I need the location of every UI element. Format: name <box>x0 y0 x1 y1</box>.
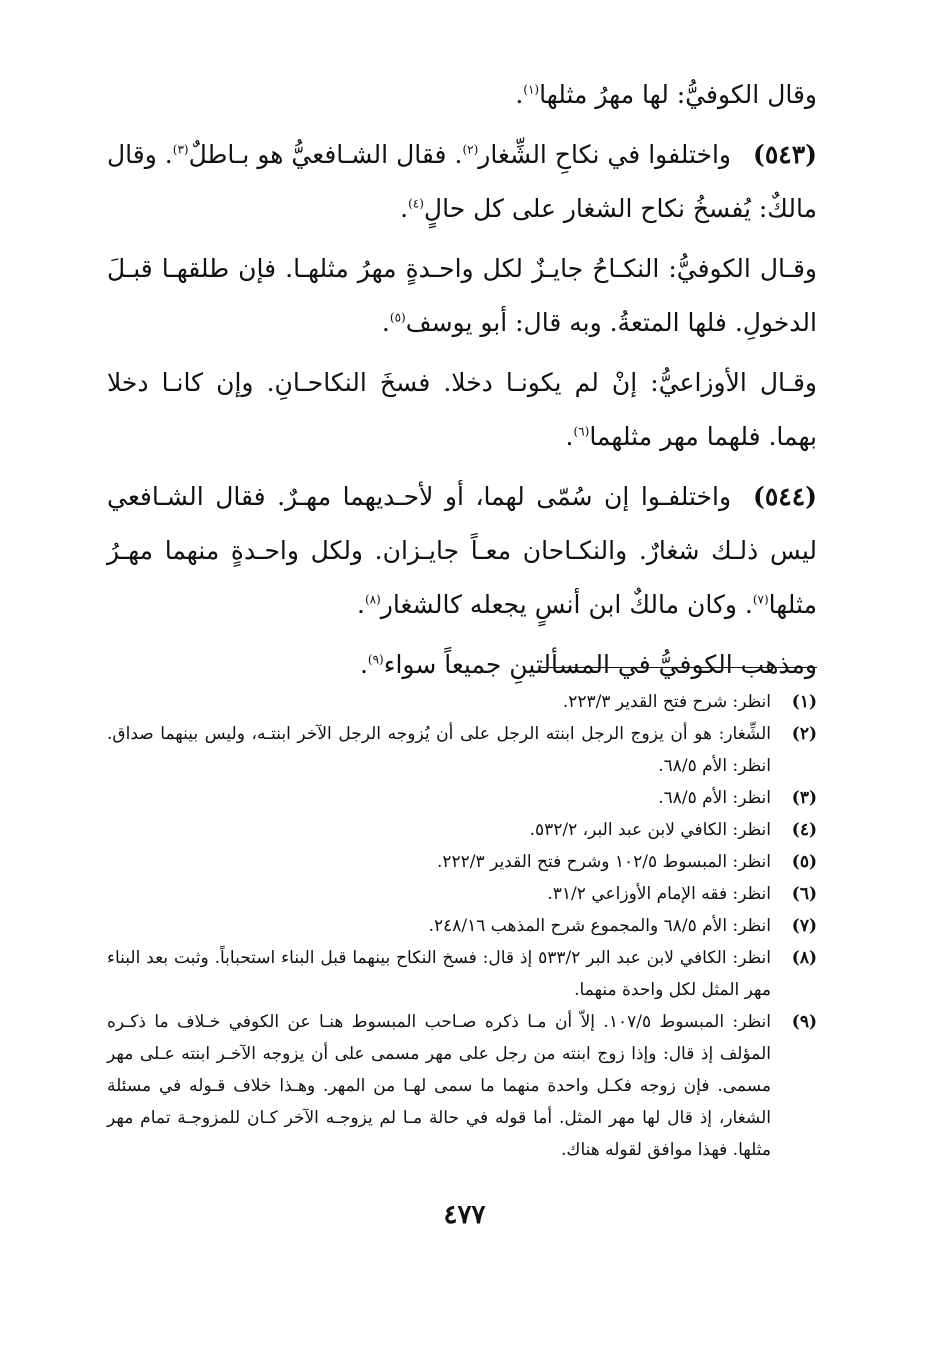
paragraph-end: . <box>515 80 524 109</box>
footnote-text: الشِّغار: هو أن يزوج الرجل ابنته الرجل على أن يُزوجه الرجل الآخر ابنتـه، وليس بينهما صداق. انظر: الأم ٦٨/٥. <box>107 724 771 776</box>
footnote-item <box>107 846 817 878</box>
issue-544-text-3: . <box>357 590 365 619</box>
footnote-number: (٨) <box>791 948 817 968</box>
footnote-item <box>107 878 817 910</box>
footnote-text: انظر: شرح فتح القدير ٢٢٣/٣. <box>562 692 771 712</box>
footnote-item <box>107 686 817 718</box>
paragraph-kufi-mutah <box>107 242 817 350</box>
paragraph-text: ومذهب الكوفيُّ في المسألتينِ جميعاً سواء <box>383 650 817 679</box>
footnote-separator <box>541 667 817 668</box>
main-text <box>107 68 817 692</box>
footnote-ref-5[interactable]: (٥) <box>389 310 406 325</box>
footnote-item <box>107 782 817 814</box>
footnote-ref-7[interactable]: (٧) <box>752 592 769 607</box>
footnote-text: انظر: المبسوط ١٠٧/٥. إلاّ أن مـا ذكره صـاحب المبسوط هنـا عن الكوفي خـلاف ما ذكـره المؤلف إذ قال: وإذا زوج ابنته من رجل على مهر مسمى على أن يزوجه الآخـر ابنته عـلى مهر مسمى. فإن زوجه فكـل واحدة منهما ما سمى لهـا من المهر. وهـذا خلاف قـوله في مسئلة الشغار، إذ قال لها مهر المثل. أما قوله في حالة مـا لم يزوجـه الآخر كـان للمزوجـة تمام مهر مثلها. فهذا موافق لقوله هناك. <box>107 1012 771 1160</box>
issue-544-text-2: . وكان مالكٌ ابن أنسٍ يجعله كالشغار <box>380 590 753 619</box>
footnote-text: انظر: المبسوط ١٠٢/٥ وشرح فتح القدير ٢٢٢/٣. <box>437 852 771 872</box>
paragraph-text: وقـال الأوزاعيُّ: إنْ لم يكونـا دخلا. فسخَ النكاحـانِ. وإن كانـا دخلا بهما. فلهما مهر مثلهما <box>107 368 817 451</box>
issue-number-544: (٥٤٤) <box>753 482 817 511</box>
footnote-item <box>107 814 817 846</box>
issue-543-text-1: واختلفوا في نكاحِ الشِّغار <box>478 140 732 169</box>
footnote-text: انظر: الأم ٦٨/٥ والمجموع شرح المذهب ٢٤٨/١٦. <box>428 916 771 936</box>
footnote-ref-6[interactable]: (٦) <box>573 424 590 439</box>
paragraph-end: . <box>381 308 390 337</box>
paragraph-text: وقـال الكوفيُّ: النكـاحُ جايـزٌ لكل واحـدةٍ مهرُ مثلهـا. فإن طلقهـا قبـلَ الدخولِ. فلها المتعةُ. وبه قال: أبو يوسف <box>107 254 817 337</box>
page-number: ٤٧٧ <box>443 1200 486 1230</box>
issue-543-text-3: . وقال مالكٌ: يُفسخُ نكاح الشغار على كل حالٍ <box>107 140 817 223</box>
issue-544-paragraph <box>107 470 817 632</box>
issue-543-paragraph <box>107 128 817 236</box>
footnote-number: (٣) <box>791 788 817 808</box>
footnote-number: (٦) <box>791 884 817 904</box>
footnote-ref-8[interactable]: (٨) <box>364 592 381 607</box>
footnote-text: انظر: فقه الإمام الأوزاعي ٣١/٢. <box>547 884 771 904</box>
paragraph-end: . <box>359 650 368 679</box>
footnote-ref-2[interactable]: (٢) <box>462 142 479 157</box>
footnote-number: (٢) <box>791 724 817 744</box>
footnote-text: انظر: الكافي لابن عبد البر، ٥٣٢/٢. <box>529 820 771 840</box>
footnote-number: (٤) <box>791 820 817 840</box>
issue-number-543: (٥٤٣) <box>753 140 817 169</box>
paragraph-kufi-opinion <box>107 68 817 122</box>
footnote-ref-9[interactable]: (٩) <box>367 652 384 667</box>
issue-543-text-2: . فقال الشـافعيُّ هو بـاطلٌ <box>188 140 463 169</box>
footnotes-list <box>107 686 817 1166</box>
footnote-ref-4[interactable]: (٤) <box>408 196 424 211</box>
footnote-item <box>107 1006 817 1166</box>
footnote-number: (٧) <box>791 916 817 936</box>
footnote-ref-3[interactable]: (٣) <box>172 142 189 157</box>
footnote-item <box>107 718 817 782</box>
paragraph-awzai <box>107 356 817 464</box>
footnote-text: انظر: الأم ٦٨/٥. <box>658 788 771 808</box>
footnote-ref-1[interactable]: (١) <box>523 82 540 97</box>
paragraph-text: وقال الكوفيُّ: لها مهرُ مثلها <box>539 80 817 109</box>
footnote-number: (٥) <box>791 852 817 872</box>
paragraph-end: . <box>565 422 574 451</box>
issue-544-text-1: واختلفـوا إن سُمّى لهما، أو لأحـديهما مهـرٌ. فقال الشـافعي ليس ذلـك شغارٌ. والنكـاحان معـاً جايـزان. ولكل واحـدةٍ منهما مهـرُ مثلها <box>107 482 817 619</box>
footnote-item <box>107 942 817 1006</box>
paragraph-kufi-both <box>107 638 817 692</box>
footnote-item <box>107 910 817 942</box>
footnote-number: (١) <box>791 692 817 712</box>
issue-543-text-4: . <box>400 194 409 223</box>
footnote-number: (٩) <box>791 1012 817 1032</box>
footnote-text: انظر: الكافي لابن عبد البر ٥٣٣/٢ إذ قال: فسخ النكاح بينهما قبل البناء استحباباً. وثبت بعد البناء مهر المثل لكل واحدة منهما. <box>107 948 771 1000</box>
